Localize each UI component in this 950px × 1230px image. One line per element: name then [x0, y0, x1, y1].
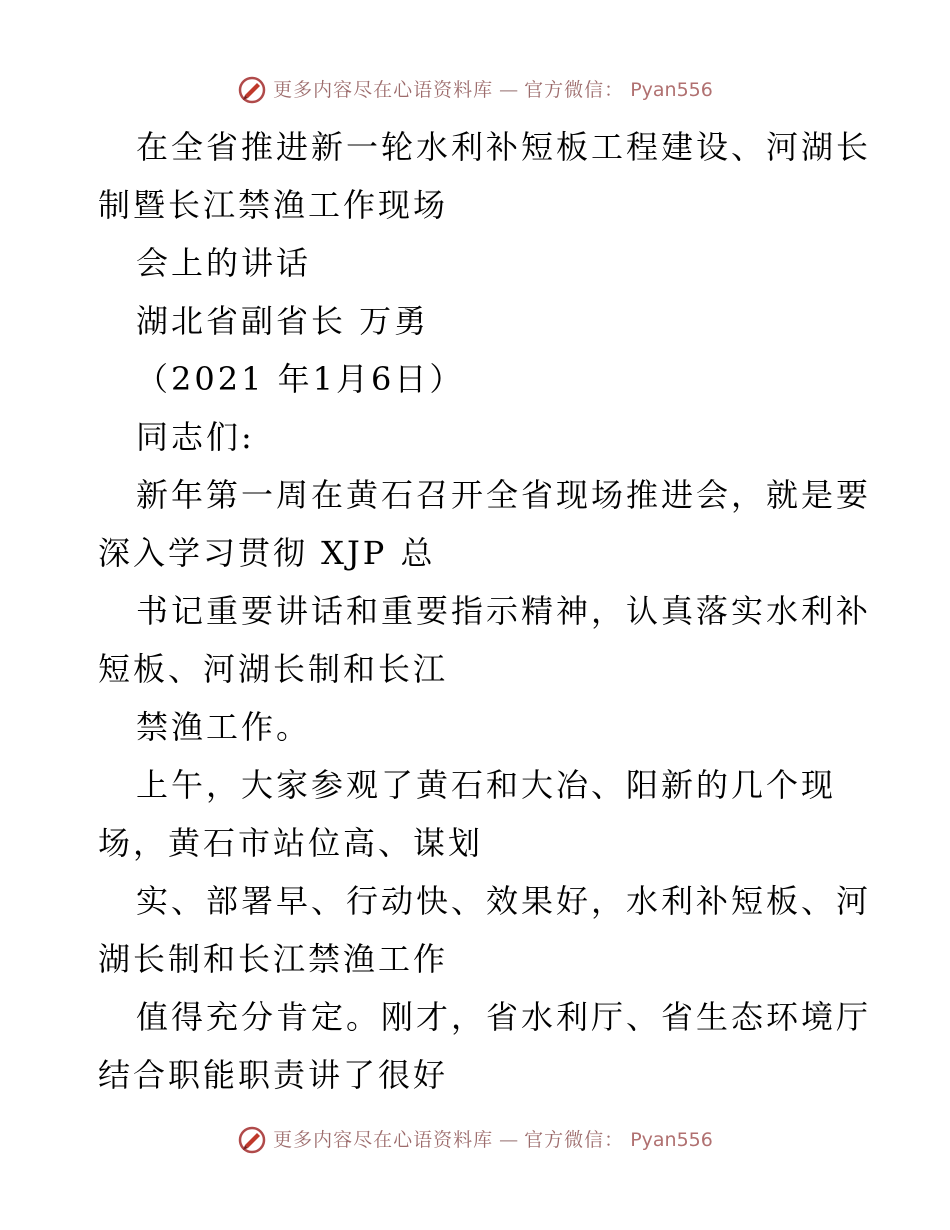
- document-line: 在全省推进新一轮水利补短板工程建设、河湖长: [136, 128, 872, 166]
- document-line: 湖北省副省长 万勇: [136, 302, 430, 340]
- document-line: 上午，大家参观了黄石和大冶、阳新的几个现: [136, 766, 837, 804]
- document-line: 新年第一周在黄石召开全省现场推进会，就是要: [136, 476, 872, 514]
- watermark-separator: —: [499, 79, 519, 101]
- document-body: [98, 118, 872, 1104]
- document-line: 结合职能职责讲了很好: [98, 1056, 449, 1094]
- document-line: 禁渔工作。: [136, 708, 312, 746]
- document-line: 实、部署早、行动快、效果好，水利补短板、河: [136, 882, 872, 920]
- footer-watermark: [0, 1120, 950, 1160]
- document-line: （2021 年1月6日）: [136, 360, 465, 398]
- document-line: 值得充分肯定。刚才，省水利厅、省生态环境厅: [136, 998, 872, 1036]
- watermark-label: 官方微信：: [524, 79, 625, 101]
- document-line: 深入学习贯彻 XJP 总: [98, 534, 436, 572]
- document-line: 湖长制和长江禁渔工作: [98, 940, 449, 978]
- document-line: 书记重要讲话和重要指示精神，认真落实水利补: [136, 592, 872, 630]
- document-line: 场，黄石市站位高、谋划: [98, 824, 484, 862]
- pen-logo-icon: [237, 75, 267, 105]
- watermark-wechat-id: Pyan556: [630, 1129, 713, 1151]
- watermark-text: 更多内容尽在心语资料库: [273, 79, 494, 101]
- watermark-text: 更多内容尽在心语资料库: [273, 1129, 494, 1151]
- watermark-wechat-id: Pyan556: [630, 79, 713, 101]
- document-line: 短板、河湖长制和长江: [98, 650, 449, 688]
- watermark-separator: —: [499, 1129, 519, 1151]
- document-line: 会上的讲话: [136, 244, 312, 282]
- pen-logo-icon: [237, 1125, 267, 1155]
- document-line: 同志们:: [136, 418, 255, 456]
- watermark-label: 官方微信：: [524, 1129, 625, 1151]
- document-line: 制暨长江禁渔工作现场: [98, 186, 449, 224]
- header-watermark: [0, 70, 950, 110]
